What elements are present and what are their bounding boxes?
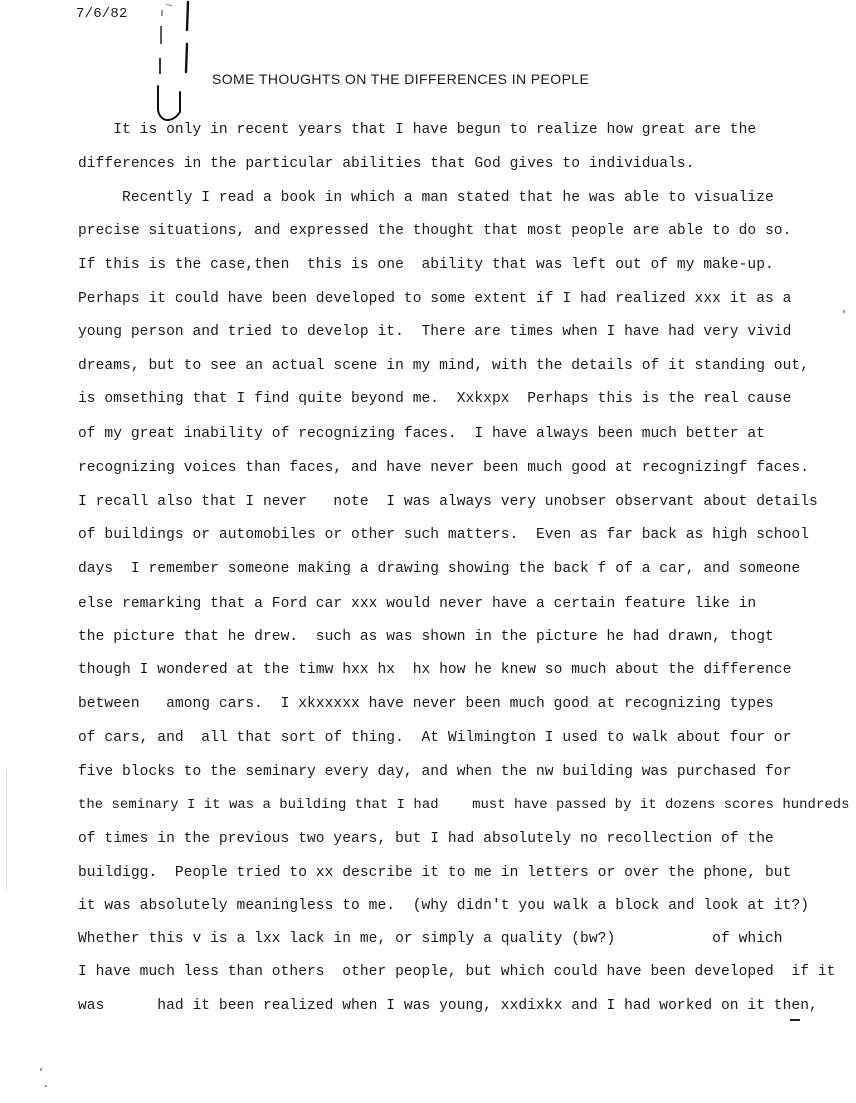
scan-speck <box>790 1019 800 1021</box>
text-line: between among cars. I xkxxxxx have never been much good at recognizing types <box>78 696 774 712</box>
text-line: the seminary I it was a building that I had must have passed by it dozens scores hundreds <box>78 797 850 813</box>
scan-speck <box>6 770 7 890</box>
text-line: Recently I read a book in which a man stated that he was able to visualize <box>78 190 774 206</box>
text-line: I recall also that I never note I was always very unobser observant about details <box>78 494 818 510</box>
document-date: 7/6/82 <box>76 6 128 22</box>
scan-speck <box>40 1068 42 1071</box>
text-line: though I wondered at the timw hxx hx hx how he knew so much about the difference <box>78 662 792 678</box>
text-line: of buildings or automobiles or other such matters. Even as far back as high school <box>78 527 810 543</box>
scan-speck <box>45 1085 47 1087</box>
text-line: the picture that he drew. such as was shown in the picture he had drawn, thogt <box>78 629 774 645</box>
text-line: is omsething that I find quite beyond me. Xxkxpx Perhaps this is the real cause <box>78 391 792 407</box>
text-line: If this is the case,then this is one ability that was left out of my make-up. <box>78 257 774 273</box>
text-line: It is only in recent years that I have begun to realize how great are the <box>78 122 757 138</box>
text-line: of cars, and all that sort of thing. At Wilmington I used to walk about four or <box>78 730 792 746</box>
text-line: of times in the previous two years, but I had absolutely no recollection of the <box>78 831 774 847</box>
text-line: differences in the particular abilities that God gives to individuals. <box>78 156 695 172</box>
text-line: precise situations, and expressed the thought that most people are able to do so. <box>78 223 792 239</box>
text-line: Whether this v is a lxx lack in me, or simply a quality (bw?) of which <box>78 931 783 947</box>
text-line: buildigg. People tried to xx describe it to me in letters or over the phone, but <box>78 865 792 881</box>
text-line: it was absolutely meaningless to me. (why didn't you walk a block and look at it?) <box>78 898 810 914</box>
text-line: recognizing voices than faces, and have never been much good at recognizingf faces. <box>78 460 810 476</box>
scan-speck <box>843 310 845 313</box>
text-line: else remarking that a Ford car xxx would never have a certain feature like in <box>78 596 757 612</box>
document-title: SOME THOUGHTS ON THE DIFFERENCES IN PEOPLE <box>212 71 590 87</box>
handwritten-bracket-mark <box>150 0 200 130</box>
text-line: young person and tried to develop it. There are times when I have had very vivid <box>78 324 792 340</box>
text-line: days I remember someone making a drawing showing the back f of a car, and someone <box>78 561 801 577</box>
text-line: was had it been realized when I was young, xxdixkx and I had worked on it then, <box>78 998 818 1014</box>
text-line: five blocks to the seminary every day, and when the nw building was purchased for <box>78 764 792 780</box>
text-line: of my great inability of recognizing faces. I have always been much better at <box>78 426 765 442</box>
text-line: Perhaps it could have been developed to some extent if I had realized xxx it as a <box>78 291 792 307</box>
text-line: dreams, but to see an actual scene in my mind, with the details of it standing out, <box>78 358 810 374</box>
text-line: I have much less than others other people, but which could have been developed if it <box>78 964 836 980</box>
